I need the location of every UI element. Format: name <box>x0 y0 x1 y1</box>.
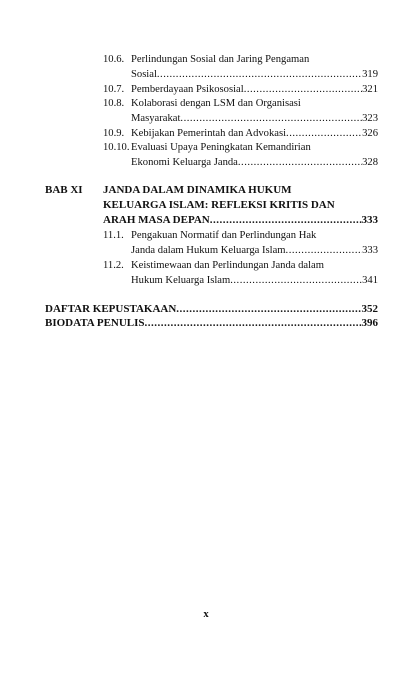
dot-leader <box>145 317 362 330</box>
chapter-label-bab-xi: BAB XI <box>45 184 83 196</box>
toc-page-biodata-penulis: 396 <box>361 317 378 329</box>
dot-leader <box>244 83 362 96</box>
toc-page-10-7: 321 <box>362 84 378 95</box>
toc-entry-10-10-leader <box>131 156 378 169</box>
toc-page-10-9: 326 <box>362 128 378 139</box>
toc-page-11-2: 341 <box>362 275 378 286</box>
dot-leader <box>286 127 362 140</box>
toc-page-daftar-kepustakaan: 352 <box>361 303 378 315</box>
toc-title-10-8: Kolaborasi dengan LSM dan Organisasi <box>131 98 301 109</box>
toc-title-10-6-cont: Sosial <box>131 69 157 80</box>
dot-leader <box>157 68 362 81</box>
toc-entry-daftar-kepustakaan <box>45 303 378 316</box>
toc-number-11-1: 11.1. <box>103 230 124 241</box>
toc-title-10-7: Pemberdayaan Psikososial <box>131 84 244 95</box>
toc-title-biodata-penulis: BIODATA PENULIS <box>45 317 145 329</box>
chapter-entry-bab-xi-leader <box>103 214 378 227</box>
toc-title-10-6: Perlindungan Sosial dan Jaring Pengaman <box>131 54 310 65</box>
toc-number-10-8: 10.8. <box>103 98 125 109</box>
chapter-page-bab-xi: 333 <box>361 214 378 226</box>
toc-number-11-2: 11.2. <box>103 260 124 271</box>
toc-title-11-2: Keistimewaan dan Perlindungan Janda dalam <box>131 260 324 271</box>
toc-title-10-10-cont: Ekonomi Keluarga Janda <box>131 157 238 168</box>
toc-title-10-9: Kebijakan Pemerintah dan Advokasi <box>131 128 287 139</box>
toc-title-11-2-cont: Hukum Keluarga Islam <box>131 275 231 286</box>
chapter-title-line-1: JANDA DALAM DINAMIKA HUKUM <box>103 184 292 196</box>
toc-entry-10-7 <box>131 83 378 96</box>
toc-entry-11-1-leader <box>131 244 378 257</box>
toc-number-10-10: 10.10. <box>103 142 130 153</box>
toc-number-10-6: 10.6. <box>103 54 125 65</box>
toc-title-10-8-cont: Masyarakat <box>131 113 181 124</box>
toc-page-10-10: 328 <box>362 157 378 168</box>
dot-leader <box>286 244 363 257</box>
toc-entry-10-8-leader <box>131 112 378 125</box>
toc-entry-11-2-leader <box>131 274 378 287</box>
toc-number-10-7: 10.7. <box>103 84 125 95</box>
toc-number-10-9: 10.9. <box>103 128 125 139</box>
toc-page-10-6: 319 <box>362 69 378 80</box>
toc-entry-10-9 <box>131 127 378 140</box>
dot-leader <box>230 274 362 287</box>
toc-title-10-10: Evaluasi Upaya Peningkatan Kemandirian <box>131 142 311 153</box>
dot-leader <box>210 214 362 227</box>
dot-leader <box>176 303 361 316</box>
toc-entry-biodata-penulis <box>45 317 378 330</box>
dot-leader <box>180 112 362 125</box>
chapter-title-line-2: KELUARGA ISLAM: REFLEKSI KRITIS DAN <box>103 199 335 211</box>
chapter-title-line-3: ARAH MASA DEPAN <box>103 214 210 226</box>
toc-title-11-1: Pengakuan Normatif dan Perlindungan Hak <box>131 230 317 241</box>
toc-page-11-1: 333 <box>362 245 378 256</box>
page-number: x <box>203 609 209 620</box>
dot-leader <box>238 156 362 169</box>
toc-page-10-8: 323 <box>362 113 378 124</box>
toc-entry-10-6-leader <box>131 68 378 81</box>
toc-title-11-1-cont: Janda dalam Hukum Keluarga Islam <box>131 245 286 256</box>
toc-title-daftar-kepustakaan: DAFTAR KEPUSTAKAAN <box>45 303 177 315</box>
